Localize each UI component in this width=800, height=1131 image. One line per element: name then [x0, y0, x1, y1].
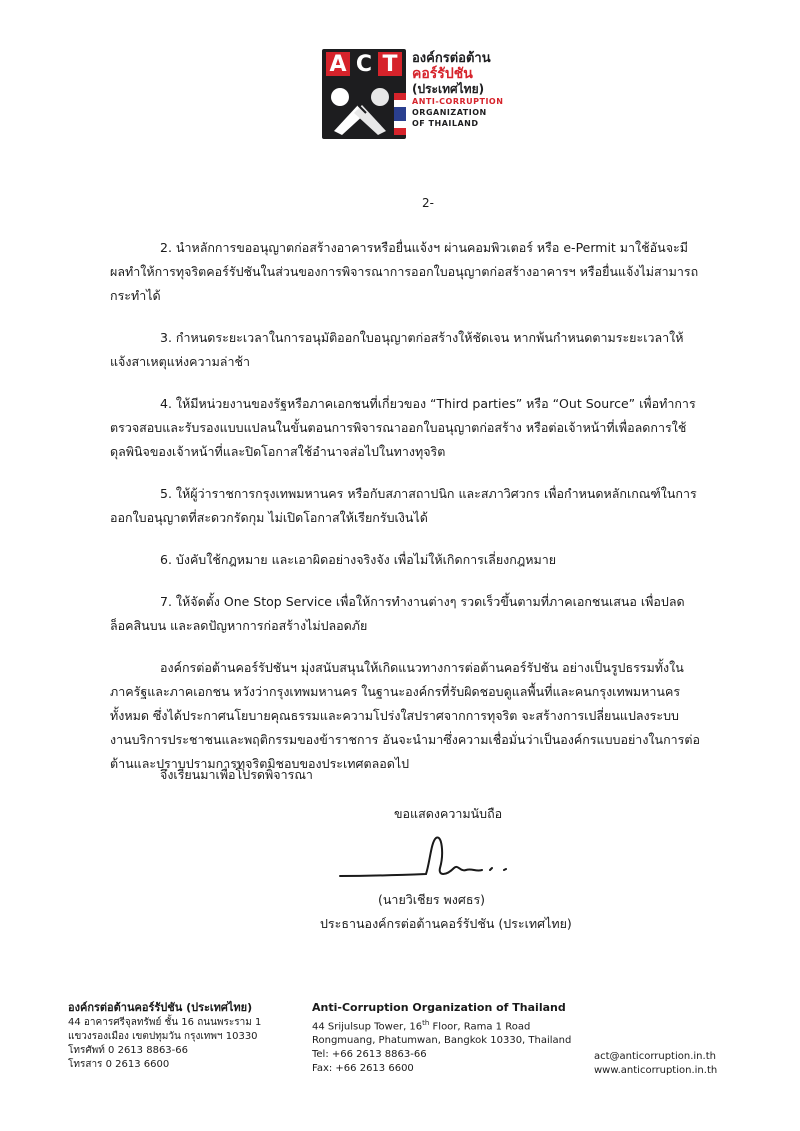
footer-thai-fax: โทรสาร 0 2613 6600	[68, 1059, 170, 1070]
footer-thai-line: 44 อาคารศรีจุลทรัพย์ ชั้น 16 ถนนพระราม 1	[68, 1017, 262, 1028]
logo-letter-t: T	[378, 52, 402, 76]
logo-en-line2: ORGANIZATION	[412, 108, 487, 117]
thai-flag-icon	[394, 93, 406, 135]
paragraph: 3. กำหนดระยะเวลาในการอนุมัติออกใบอนุญาตก่อสร้างให้ชัดเจน หากพ้นกำหนดตามระยะเวลาให้แจ้งสาเหตุแห่งความล่าช้า	[110, 330, 684, 369]
footer-english-phone: Tel: +66 2613 8863-66	[312, 1049, 427, 1061]
logo-letter-a: A	[326, 52, 350, 76]
logo-emblem	[322, 49, 406, 139]
footer-thai-line: แขวงรองเมือง เขตปทุมวัน กรุงเทพฯ 10330	[68, 1031, 258, 1042]
paragraph: 7. ให้จัดตั้ง One Stop Service เพื่อให้การทำงานต่างๆ รวดเร็วขึ้นตามที่ภาคเอกชนเสนอ เพื่อปลดล็อคสินบน และลดปัญหาการก่อสร้างไม่ปลอดภัย	[110, 594, 685, 633]
website-link[interactable]: www.anticorruption.in.th	[594, 1065, 718, 1076]
footer-contact	[594, 1050, 754, 1078]
address-sup: th	[422, 1019, 430, 1027]
footer-english-title: Anti-Corruption Organization of Thailand	[312, 1001, 566, 1014]
signer-title: ประธานองค์กรต่อต้านคอร์รัปชัน (ประเทศไทย)	[320, 916, 572, 931]
paragraph: องค์กรต่อต้านคอร์รัปชันฯ มุ่งสนับสนุนให้เกิดแนวทางการต่อต้านคอร์รัปชัน อย่างเป็นรูปธรรมทั้งในภาครัฐและภาคเอกชน หวังว่ากรุงเทพมหานคร ในฐานะองค์กรที่รับผิดชอบดูแลพื้นที่และคนกรุงเทพมหานครทั้งหมด ซึ่งได้ประกาศนโยบายคุณธรรมและความโปร่งใสปราศจากการทุจริต จะสร้างการเปลี่ยนแปลงระบบงานบริการประชาชนและพฤติกรรมของข้าราชการ อันจะนำมาซึ่งความเชื่อมั่นว่าเป็นองค์กรแบบอย่างในการต่อต้านและปราบปรามการทุจริตมิชอบของประเทศตลอดไป	[110, 660, 701, 771]
logo-thai-line2: คอร์รัปชัน	[412, 66, 473, 82]
logo-text	[412, 51, 504, 129]
page-number: 2-	[422, 196, 434, 210]
email-link[interactable]: act@anticorruption.in.th	[594, 1051, 716, 1062]
logo-letter-c: C	[355, 51, 373, 77]
act-logo	[322, 49, 504, 139]
footer-thai-title: องค์กรต่อต้านคอร์รัปชัน (ประเทศไทย)	[68, 1001, 253, 1014]
footer-thai-phone: โทรศัพท์ 0 2613 8863-66	[68, 1045, 188, 1056]
paragraph: 6. บังคับใช้กฎหมาย และเอาผิดอย่างจริงจัง เพื่อไม่ให้เกิดการเลี่ยงกฎหมาย	[160, 552, 557, 567]
paragraph: 4. ให้มีหน่วยงานของรัฐหรือภาคเอกชนที่เกี่ยวของ “Third parties” หรือ “Out Source” เพื่อทำการตรวจสอบและรับรองแบบแปลนในขั้นตอนการพิจารณาออกใบอนุญาตก่อสร้าง หรือต่อเจ้าหน้าที่เพื่อลดการใช้ดุลพินิจของเจ้าหน้าที่และปิดโอกาสใช้อำนาจส่อไปในทางทุจริต	[110, 396, 696, 459]
logo-thai-line3: (ประเทศไทย)	[412, 82, 485, 96]
handwritten-signature	[330, 832, 530, 884]
closing-line: จึงเรียนมาเพื่อโปรดพิจารณา	[160, 767, 313, 782]
crossed-arms-icon	[328, 83, 392, 135]
signer-name: (นายวิเชียร พงศธร)	[378, 892, 486, 907]
regards-text: ขอแสดงความนับถือ	[394, 806, 503, 821]
address-text: Floor, Rama 1 Road	[429, 1021, 531, 1033]
letterhead-footer	[0, 1000, 800, 1100]
logo-en-line1: ANTI-CORRUPTION	[412, 97, 504, 106]
address-text: 44 Srijulsup Tower, 16	[312, 1021, 423, 1033]
footer-english-fax: Fax: +66 2613 6600	[312, 1063, 414, 1075]
paragraph: 2. นำหลักการขออนุญาตก่อสร้างอาคารหรือยื่นแจ้งฯ ผ่านคอมพิวเตอร์ หรือ e-Permit มาใช้อันจะมีผลทำให้การทุจริตคอร์รัปชันในส่วนของการพิจารณาการออกใบอนุญาตก่อสร้างอาคารฯ หรือยื่นแจ้งไม่สามารถกระทำได้	[110, 240, 699, 303]
letter-body	[110, 236, 700, 794]
logo-en-line3: OF THAILAND	[412, 119, 479, 128]
footer-english-line: Rongmuang, Phatumwan, Bangkok 10330, Thailand	[312, 1035, 572, 1047]
footer-english-address	[312, 1000, 592, 1076]
paragraph: 5. ให้ผู้ว่าราชการกรุงเทพมหานคร หรือกับสภาสถาปนิก และสภาวิศวกร เพื่อกำหนดหลักเกณฑ์ในการออกใบอนุญาตที่สะดวกรัดกุม ไม่เปิดโอกาสให้เรียกรับเงินได้	[110, 486, 697, 525]
footer-thai-address	[68, 1000, 298, 1072]
footer-english-line	[312, 1016, 592, 1034]
logo-thai-line1: องค์กรต่อต้าน	[412, 51, 491, 66]
